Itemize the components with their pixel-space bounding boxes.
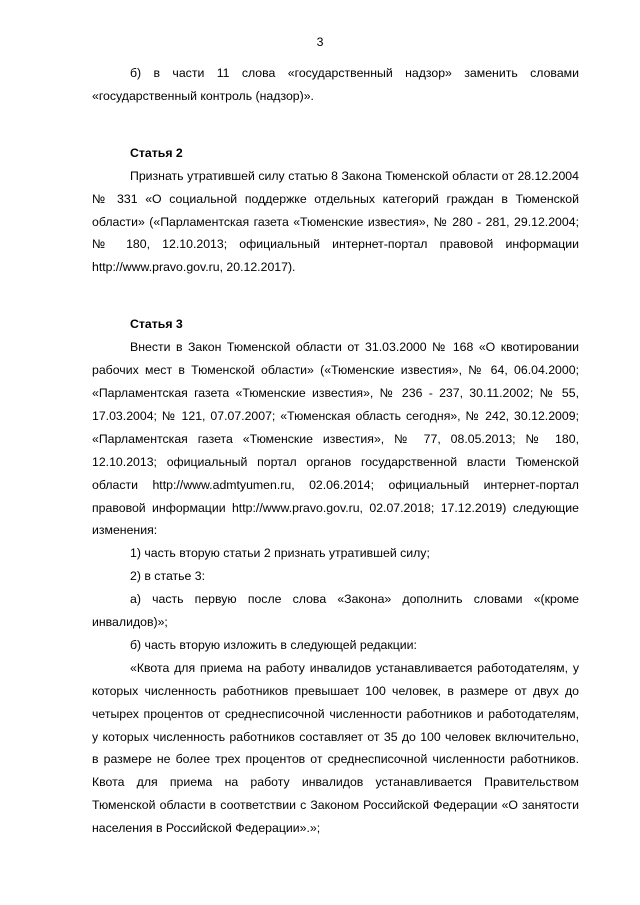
article-3-item-2b: б) часть вторую изложить в следующей редакции: bbox=[130, 637, 417, 652]
page-number: 3 bbox=[316, 35, 324, 49]
article-3-heading: Статья 3 bbox=[130, 317, 183, 332]
amendment-paragraph: б) в части 11 слова «государственный надзор» заменить словами «государственный контроль (надзор)». bbox=[92, 66, 579, 103]
article-3-item-2: 2) в статье 3: bbox=[130, 569, 206, 584]
article-3-paragraph-intro: Внести в Закон Тюменской области от 31.03.2000 № 168 «О квотировании рабочих мест в Тюменской области» («Тюменские известия», № 64, 06.04.2000; «Парламентская газета «Тюменские известия», № 236 - 237, 30.11.2002; № 55, 17.03.2004; № 121, 07.07.2007; «Тюменская область сегодня», № 242, 30.12.2009; «Парламентская газета «Тюменские известия», № 77, 08.05.2013; № 180, 12.10.2013; официальный портал органов государственной власти Тюменской области http://www.admtyumen.ru, 02.06.2014; официальный интернет-портал правовой информации http://www.pravo.gov.ru, 02.07.2018; 17.12.2019) следующие изменения: bbox=[92, 340, 579, 538]
article-2-paragraph: Признать утратившей силу статью 8 Закона Тюменской области от 28.12.2004 № 331 «О социальной поддержке отдельных категорий граждан в Тюменской области» («Парламентская газета «Тюменские известия», № 280 - 281, 29.12.2004; № 180, 12.10.2013; официальный интернет-портал правовой информации http://www.pravo.gov.ru, 20.12.2017). bbox=[92, 168, 579, 275]
document-body bbox=[92, 62, 579, 840]
article-3-item-1: 1) часть вторую статьи 2 признать утратившей силу; bbox=[130, 546, 430, 561]
article-2-heading: Статья 2 bbox=[130, 145, 183, 160]
article-3-quote: «Квота для приема на работу инвалидов устанавливается работодателям, у которых численность работников превышает 100 человек, в размере от двух до четырех процентов от среднесписочной численности работников и работодателям, у которых численность работников составляет от 35 до 100 человек включительно, в размере не более трех процентов от среднесписочной численности работников. Квота для приема на работу инвалидов устанавливается Правительством Тюменской области в соответствии с Законом Российской Федерации «О занятости населения в Российской Федерации».»; bbox=[92, 660, 579, 836]
article-3-item-2a: а) часть первую после слова «Закона» дополнить словами «(кроме инвалидов)»; bbox=[92, 592, 579, 630]
